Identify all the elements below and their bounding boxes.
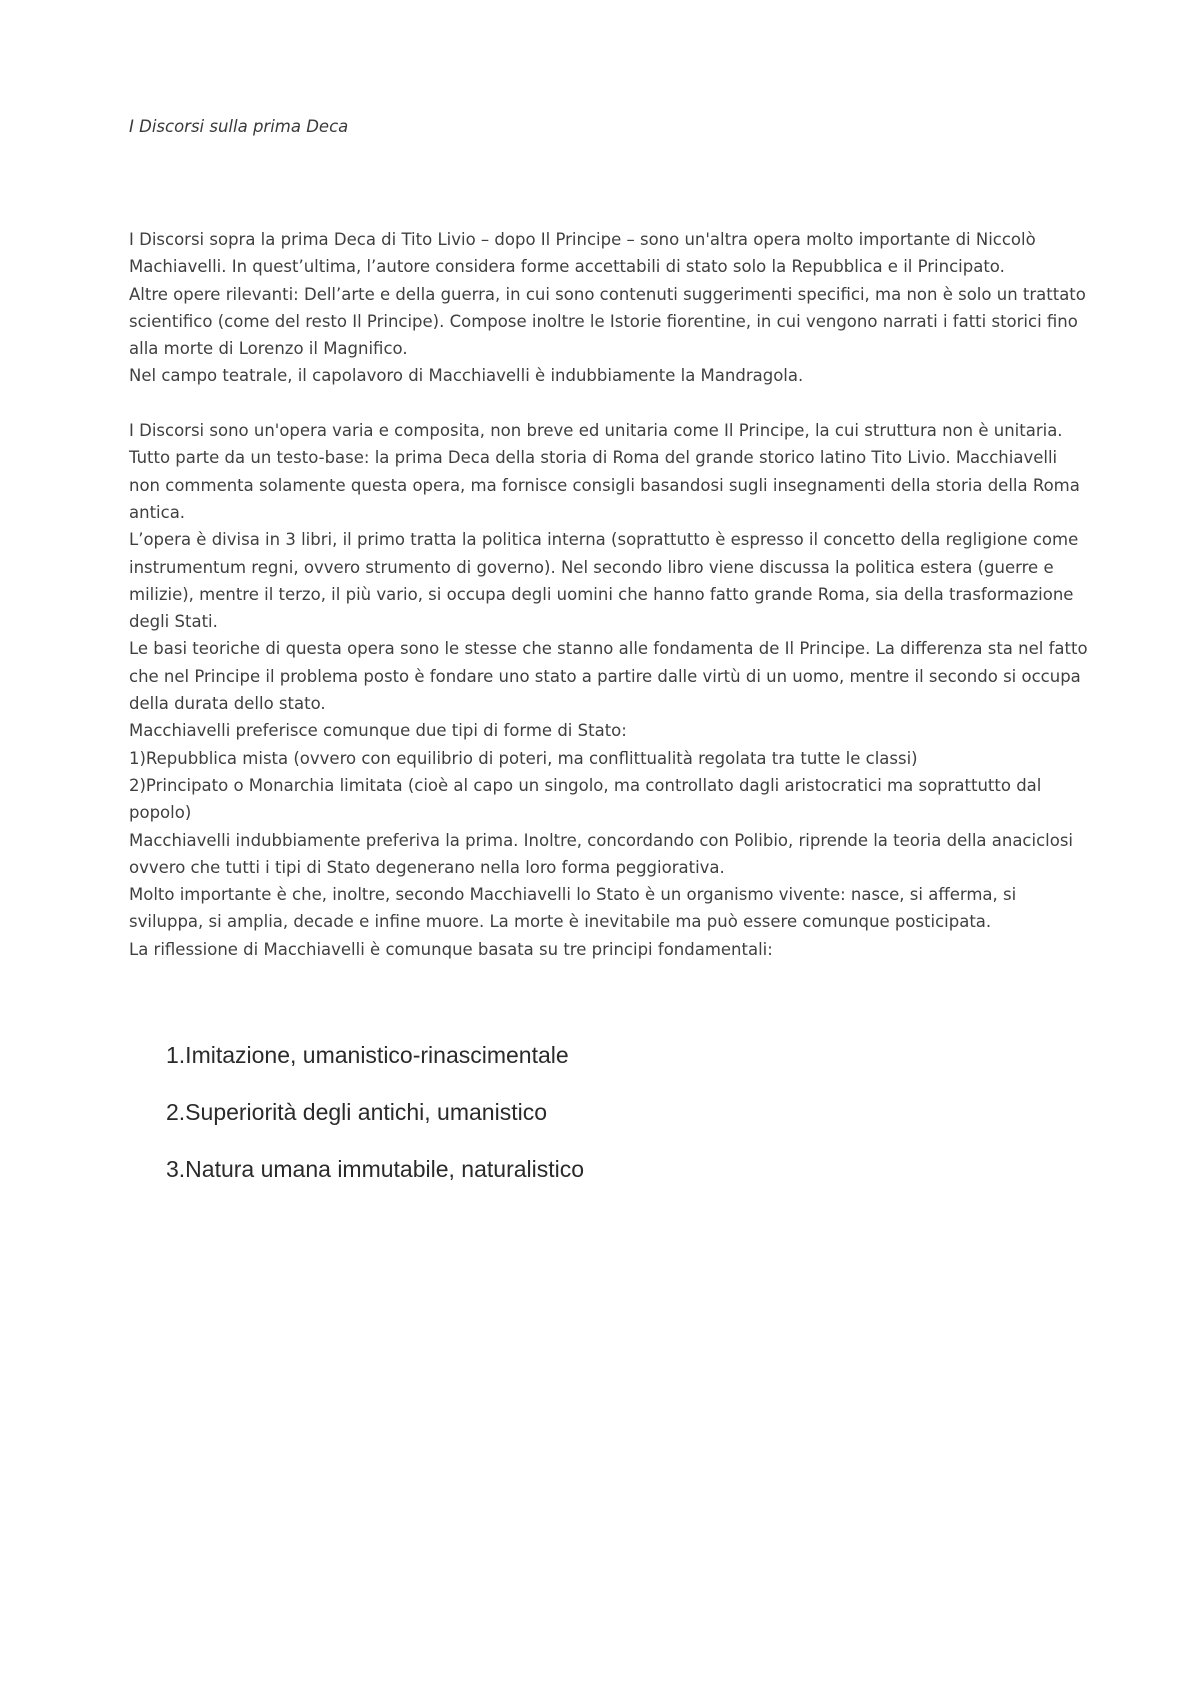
paragraph: I Discorsi sopra la prima Deca di Tito Livio – dopo Il Principe – sono un'altra opera molto importante di Niccolò Machiavelli. In quest’ultima, l’autore considera forme accettabili di stato solo la Repubblica e il Principato. [129,230,1036,277]
paragraph: Le basi teoriche di questa opera sono le stesse che stanno alle fondamenta de Il Principe. La differenza sta nel fatto che nel Principe il problema posto è fondare uno stato a partire dalle virtù di un uomo, mentre il secondo si occupa della durata dello stato. [129,639,1088,714]
principles-list [166,1040,584,1211]
paragraph: Macchiavelli indubbiamente preferiva la prima. Inoltre, concordando con Polibio, riprende la teoria della anaciclosi ovvero che tutti i tipi di Stato degenerano nella loro forma peggiorativa. [129,830,1074,877]
paragraph: Nel campo teatrale, il capolavoro di Macchiavelli è indubbiamente la Mandragola. [129,366,804,386]
paragraph: L’opera è divisa in 3 libri, il primo tratta la politica interna (soprattutto è espresso il concetto della regligione come instrumentum regni, ovvero strumento di governo). Nel secondo libro viene discussa la politica estera (guerre e milizie), mentre il terzo, il più vario, si occupa degli uomini che hanno fatto grande Roma, sia della trasformazione degli Stati. [129,530,1079,632]
paragraph: 2)Principato o Monarchia limitata (cioè al capo un singolo, ma controllato dagli aristocratici ma soprattutto dal popolo) [129,775,1042,823]
document-body [129,226,1089,963]
document-title: I Discorsi sulla prima Deca [129,117,349,136]
paragraph: Molto importante è che, inoltre, secondo Macchiavelli lo Stato è un organismo vivente: nasce, si afferma, si sviluppa, si amplia, decade e infine muore. La morte è inevitabile ma può essere comunque posticipata. [129,885,1017,932]
paragraph: 1)Repubblica mista (ovvero con equilibrio di poteri, ma conflittualità regolata tra tutte le classi) [129,748,918,768]
principle-item: 3.Natura umana immutabile, naturalistico [166,1156,585,1182]
principle-item: 1.Imitazione, umanistico-rinascimentale [166,1042,569,1068]
paragraph: Altre opere rilevanti: Dell’arte e della guerra, in cui sono contenuti suggerimenti specifici, ma non è solo un trattato scientifico (come del resto Il Principe). Compose inoltre le Istorie fiorentine, in cui vengono narrati i fatti storici fino alla morte di Lorenzo il Magnifico. [129,284,1086,359]
paragraph: Macchiavelli preferisce comunque due tipi di forme di Stato: [129,721,627,741]
paragraph: I Discorsi sono un'opera varia e composita, non breve ed unitaria come Il Principe, la cui struttura non è unitaria. Tutto parte da un testo-base: la prima Deca della storia di Roma del grande storico latino Tito Livio. Macchiavelli non commenta solamente questa opera, ma fornisce consigli basandosi sugli insegnamenti della storia della Roma antica. [129,421,1080,522]
paragraph-spacer [129,390,1089,417]
paragraph: La riflessione di Macchiavelli è comunque basata su tre principi fondamentali: [129,939,773,959]
principle-item: 2.Superiorità degli antichi, umanistico [166,1099,547,1125]
